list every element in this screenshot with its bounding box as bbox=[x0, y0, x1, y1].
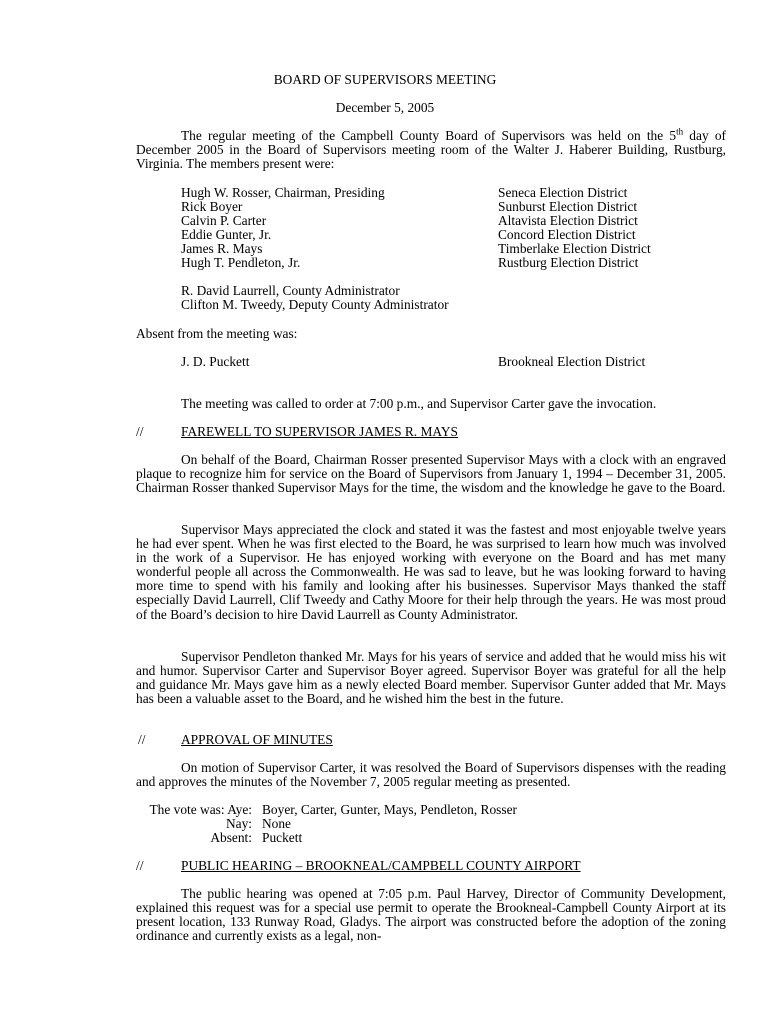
vote-aye-label: The vote was: Aye: bbox=[149, 802, 252, 817]
vote-block bbox=[136, 803, 517, 845]
member-row bbox=[181, 242, 726, 256]
meeting-date: December 5, 2005 bbox=[335, 100, 435, 115]
member-name: Hugh W. Rosser, Chairman, Presiding bbox=[181, 185, 385, 200]
vote-absent: Puckett bbox=[262, 830, 303, 846]
member-name: James R. Mays bbox=[181, 241, 263, 257]
vote-row-aye bbox=[136, 803, 517, 817]
vote-nay: None bbox=[262, 816, 292, 832]
member-row bbox=[181, 214, 726, 228]
members-present-list bbox=[181, 186, 726, 271]
absent-district: Brookneal Election District bbox=[498, 354, 646, 369]
member-row bbox=[181, 228, 726, 242]
staff-row: R. David Laurrell, County Administrator bbox=[181, 283, 400, 298]
member-district: Altavista Election District bbox=[498, 213, 638, 229]
farewell-paragraph-3: Supervisor Pendleton thanked Mr. Mays for his years of service and added that he would miss his wit and humor. Supervisor Carter and Supervisor Boyer agreed. Supervisor Boyer was grateful for all the help and guidance Mr. Mays gave him as a newly elected Board member. Supervisor Gunter added that Mr. Mays has been a valuable asset to the Board, and he wished him the best in the future. bbox=[136, 649, 726, 707]
member-district: Timberlake Election District bbox=[498, 241, 651, 257]
staff-row: Clifton M. Tweedy, Deputy County Administrator bbox=[181, 297, 449, 313]
intro-superscript: th bbox=[676, 126, 684, 137]
absent-row bbox=[181, 355, 726, 369]
vote-row-nay bbox=[136, 817, 517, 831]
section-marker: // bbox=[136, 858, 144, 873]
member-name: Eddie Gunter, Jr. bbox=[181, 227, 272, 243]
hearing-paragraph: The public hearing was opened at 7:05 p.m. Paul Harvey, Director of Community Development, explained this request was for a special use permit to operate the Brookneal-Campbell County Airport at its present location, 133 Runway Road, Gladys. The airport was constructed before the adoption of the zoning ordinance and currently exists as a legal, non- bbox=[136, 886, 726, 944]
absent-name: J. D. Puckett bbox=[181, 354, 250, 369]
hearing-heading: PUBLIC HEARING – BROOKNEAL/CAMPBELL COUNTY AIRPORT bbox=[181, 858, 581, 873]
section-marker: // bbox=[136, 424, 144, 439]
intro-paragraph bbox=[136, 126, 726, 172]
member-name: Hugh T. Pendleton, Jr. bbox=[181, 255, 301, 271]
staff-list bbox=[181, 284, 726, 312]
vote-row-absent bbox=[136, 831, 517, 845]
document-title: BOARD OF SUPERVISORS MEETING bbox=[273, 72, 497, 87]
intro-text-post: day of December 2005 in the Board of Supervisors meeting room of the Walter J. Haberer Building, Rustburg, Virginia. The members present were: bbox=[136, 128, 726, 172]
absent-list bbox=[181, 355, 726, 369]
member-name: Calvin P. Carter bbox=[181, 213, 267, 229]
member-district: Sunburst Election District bbox=[498, 199, 638, 215]
vote-absent-label: Absent: bbox=[210, 830, 252, 846]
member-name: Rick Boyer bbox=[181, 199, 243, 215]
farewell-paragraph-2: Supervisor Mays appreciated the clock and stated it was the fastest and most enjoyable twelve years he had ever spent. When he was first elected to the Board, he was surprised to learn how much was involved in the work of a Supervisor. He has enjoyed working with everyone on the Board and has met many wonderful people all across the Commonwealth. He was sad to leave, but he was looking forward to having more time to spend with his family and looking after his businesses. Supervisor Mays thanked the staff especially David Laurrell, Clif Tweedy and Cathy Moore for their help through the years. He was most proud of the Board’s decision to hire David Laurrell as County Administrator. bbox=[136, 522, 726, 622]
vote-aye: Boyer, Carter, Gunter, Mays, Pendleton, Rosser bbox=[262, 802, 517, 817]
vote-nay-label: Nay: bbox=[225, 816, 252, 832]
farewell-paragraph-1: On behalf of the Board, Chairman Rosser presented Supervisor Mays with a clock with an engraved plaque to recognize him for service on the Board of Supervisors from January 1, 1994 – December 31, 2005. Chairman Rosser thanked Supervisor Mays for the time, the wisdom and the knowledge he gave to the Board. bbox=[136, 452, 726, 496]
member-row bbox=[181, 200, 726, 214]
member-district: Concord Election District bbox=[498, 227, 636, 243]
farewell-heading: FAREWELL TO SUPERVISOR JAMES R. MAYS bbox=[181, 424, 458, 439]
member-row bbox=[181, 256, 726, 270]
minutes-paragraph: On motion of Supervisor Carter, it was resolved the Board of Supervisors dispenses with the reading and approves the minutes of the November 7, 2005 regular meeting as presented. bbox=[136, 760, 726, 790]
call-to-order: The meeting was called to order at 7:00 p.m., and Supervisor Carter gave the invocation. bbox=[181, 396, 657, 411]
intro-text-pre: The regular meeting of the Campbell County Board of Supervisors was held on the 5 bbox=[181, 128, 677, 143]
minutes-heading: APPROVAL OF MINUTES bbox=[181, 732, 333, 747]
member-district: Rustburg Election District bbox=[498, 255, 639, 271]
member-row bbox=[181, 186, 726, 200]
section-marker: // bbox=[138, 732, 146, 747]
absent-label: Absent from the meeting was: bbox=[136, 326, 298, 341]
member-district: Seneca Election District bbox=[498, 185, 628, 200]
